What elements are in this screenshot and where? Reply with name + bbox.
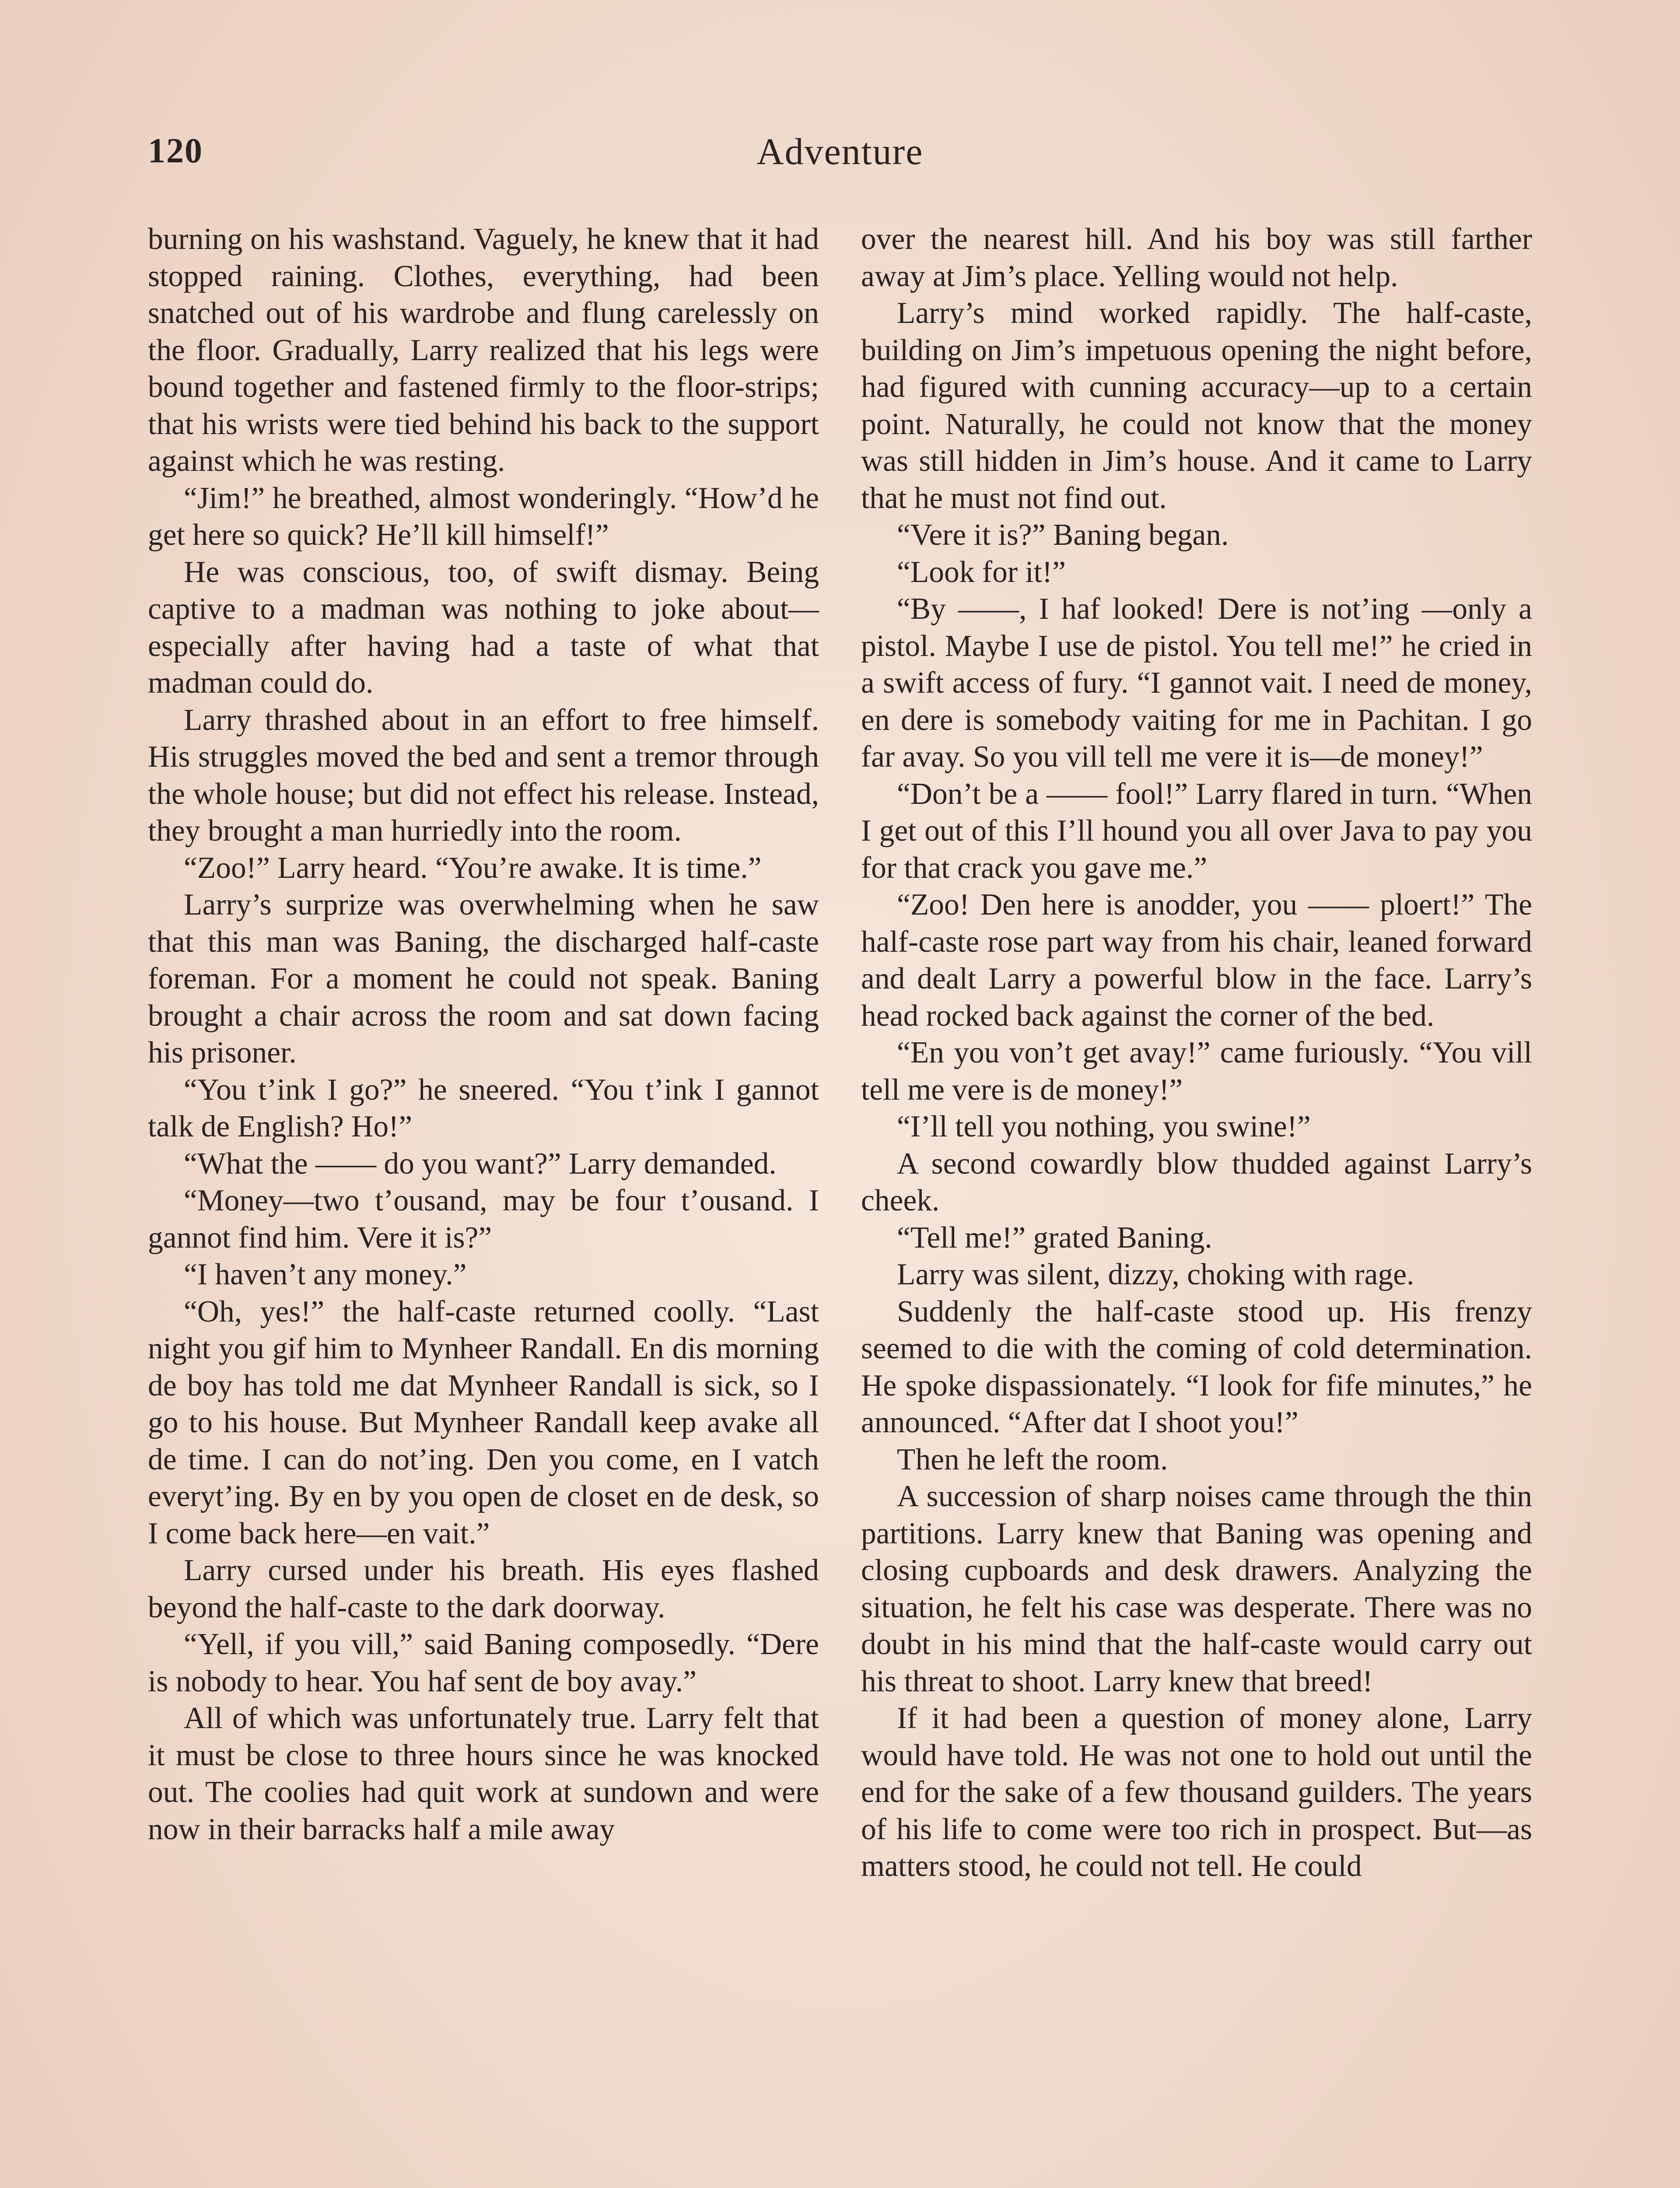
paragraph: Suddenly the half-caste stood up. His frenzy seemed to die with the coming of cold determination. He spoke dispassionately. “I look for fife minutes,” he announced. “After dat I shoot you!” (861, 1294, 1532, 1439)
paragraph: “Oh, yes!” the half-caste returned coolly. “Last night you gif him to Mynheer Randall. En dis morning de boy has told me dat Mynheer Randall is sick, so I go to his house. But Mynheer Randall keep avake all de time. I can do not’ing. Den you come, en I vatch everyt’ing. By en by you open de closet en de desk, so I come back here—en vait.” (148, 1294, 819, 1550)
paragraph: “I’ll tell you nothing, you swine!” (897, 1110, 1311, 1143)
paragraph: “Look for it!” (897, 555, 1066, 589)
paragraph: A second cowardly blow thudded against Larry’s cheek. (861, 1147, 1532, 1217)
paragraph: “What the —— do you want?” Larry demanded. (184, 1147, 777, 1181)
paragraph: He was conscious, too, of swift dismay. Being captive to a madman was nothing to joke about—especially after having had a taste of what that madman could do. (148, 555, 819, 700)
paragraph: “You t’ink I go?” he sneered. “You t’ink I gannot talk de English? Ho!” (148, 1073, 819, 1143)
paragraph: over the nearest hill. And his boy was still farther away at Jim’s place. Yelling would not help. (861, 222, 1532, 293)
paragraph: “Zoo! Den here is anodder, you —— ploert!” The half-caste rose part way from his chair, leaned forward and dealt Larry a powerful blow in the face. Larry’s head rocked back against the corner of the bed. (861, 888, 1532, 1033)
paragraph: “Zoo!” Larry heard. “You’re awake. It is time.” (184, 851, 762, 885)
paragraph: “En you von’t get avay!” came furiously. “You vill tell me vere is de money!” (861, 1036, 1532, 1107)
paragraph: Larry’s surprize was overwhelming when he saw that this man was Baning, the discharged half-caste foreman. For a moment he could not speak. Baning brought a chair across the room and sat down facing his prisoner. (148, 888, 819, 1069)
page-number: 120 (148, 132, 203, 170)
paragraph: Larry’s mind worked rapidly. The half-caste, building on Jim’s impetuous opening the night before, had figured with cunning accuracy—up to a certain point. Naturally, he could not know that the money was still hidden in Jim’s house. And it came to Larry that he must not find out. (861, 296, 1532, 515)
paragraph: All of which was unfortunately true. Larry felt that it must be close to three hours since he was knocked out. The coolies had quit work at sundown and were now in their barracks half a mile away (148, 1701, 819, 1846)
running-title: Adventure (756, 130, 924, 172)
paragraph: “Don’t be a —— fool!” Larry flared in turn. “When I get out of this I’ll hound you all over Java to pay you for that crack you gave me.” (861, 777, 1532, 885)
paragraph: “Yell, if you vill,” said Baning composedly. “Dere is nobody to hear. You haf sent de boy avay.” (148, 1627, 819, 1698)
paragraph: “I haven’t any money.” (184, 1258, 467, 1291)
paragraph: “Tell me!” grated Baning. (897, 1220, 1212, 1255)
paragraph: “Vere it is?” Baning began. (897, 518, 1229, 552)
text-column-left (148, 221, 819, 1848)
text-column-right (861, 221, 1532, 1885)
paragraph: A succession of sharp noises came through the thin partitions. Larry knew that Baning was opening and closing cupboards and desk drawers. Analyzing the situation, he felt his case was desperate. There was no doubt in his mind that the half-caste would carry out his threat to shoot. Larry knew that breed! (861, 1480, 1532, 1698)
paragraph: Larry thrashed about in an effort to free himself. His struggles moved the bed and sent a tremor through the whole house; but did not effect his release. Instead, they brought a man hurriedly into the room. (148, 703, 819, 848)
paragraph: If it had been a question of money alone, Larry would have told. He was not one to hold out until the end for the sake of a few thousand guilders. The years of his life to come were too rich in prospect. But—as matters stood, he could not tell. He could (861, 1701, 1532, 1883)
paragraph: “By ——, I haf looked! Dere is not’ing —only a pistol. Maybe I use de pistol. You tell me!” he cried in a swift access of fury. “I gannot vait. I need de money, en dere is somebody vaiting for me in Pachitan. I go far avay. So you vill tell me vere it is—de money!” (861, 592, 1532, 774)
paragraph: “Money—two t’ousand, may be four t’ousand. I gannot find him. Vere it is?” (148, 1184, 819, 1255)
paragraph: Larry was silent, dizzy, choking with rage. (897, 1258, 1414, 1291)
paragraph: burning on his washstand. Vaguely, he knew that it had stopped raining. Clothes, everything, had been snatched out of his wardrobe and flung carelessly on the floor. Gradually, Larry realized that his legs were bound together and fastened firmly to the floor-strips; that his wrists were tied behind his back to the support against which he was resting. (148, 222, 819, 478)
paragraph: “Jim!” he breathed, almost wonderingly. “How’d he get here so quick? He’ll kill himself!” (148, 481, 819, 552)
paragraph: Then he left the room. (897, 1442, 1168, 1476)
paragraph: Larry cursed under his breath. His eyes flashed beyond the half-caste to the dark doorway. (148, 1553, 819, 1624)
